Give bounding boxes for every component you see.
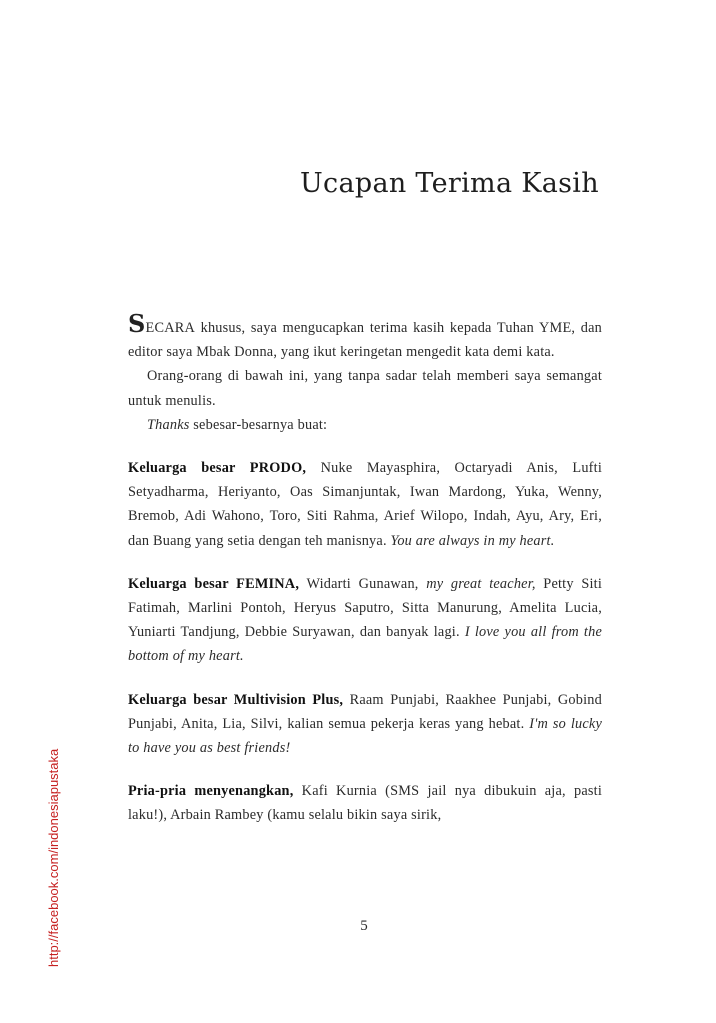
thanks-text: sebesar-besarnya buat: [189, 416, 328, 433]
thanks-italic: Thanks [147, 416, 190, 433]
section-italic: I love you all from the bottom of my heart. [128, 624, 602, 665]
body-text [128, 309, 603, 828]
section-pria [128, 779, 602, 827]
intro-first-word: ECARA [145, 320, 196, 336]
section-text: Petty Siti Fatimah, Marlini Pontoh, Heryus Saputro, Sitta Manurung, Amelita Lucia, Yuniarti Tandjung, Debbie Suryawan, dan banyak lagi. [128, 575, 602, 641]
section-text: Kafi Kurnia (SMS jail nya dibukuin aja, pasti laku!), Arbain Rambey (kamu selalu bikin saya sirik, [128, 783, 602, 824]
intro-paragraph [128, 309, 602, 364]
page-title: Ucapan Terima Kasih [300, 168, 599, 199]
paragraph: Orang-orang di bawah ini, yang tanpa sadar telah memberi saya semangat untuk menulis. [128, 368, 602, 409]
intro-text: khusus, saya mengucapkan terima kasih kepada Tuhan YME, dan editor saya Mbak Donna, yang ikut keringetan mengedit kata demi kata. [128, 320, 602, 361]
section-text: Widarti Gunawan, [299, 575, 427, 592]
section-text: Raam Punjabi, Raakhee Punjabi, Gobind Punjabi, Anita, Lia, Silvi, kalian semua pekerja keras yang hebat. [128, 691, 602, 732]
section-heading: Keluarga besar FEMINA, [128, 575, 300, 592]
drop-cap: S [128, 309, 146, 338]
section-multivision [128, 688, 602, 761]
page-number: 5 [360, 918, 368, 934]
section-heading: Keluarga besar PRODO, [128, 460, 307, 477]
section-prodo [128, 456, 602, 553]
section-italic: my great teacher, [426, 575, 536, 592]
section-italic: I'm so lucky to have you as best friends! [128, 715, 603, 757]
section-heading: Keluarga besar Multivision Plus, [128, 691, 344, 708]
side-url-watermark: http://facebook.com/indonesiapustaka [46, 748, 61, 967]
section-heading: Pria-pria menyenangkan, [128, 783, 294, 800]
thanks-paragraph [128, 413, 602, 437]
section-text: Nuke Mayasphira, Octaryadi Anis, Lufti Setyadharma, Heriyanto, Oas Simanjuntak, Iwan Mardong, Yuka, Wenny, Bremob, Adi Wahono, Toro, Siti Rahma, Arief Wilopo, Indah, Ayu, Ary, Eri, dan Buang yang setia dengan teh manisnya. [128, 460, 602, 549]
section-femina [128, 572, 602, 669]
section-italic: You are always in my heart. [390, 532, 555, 549]
